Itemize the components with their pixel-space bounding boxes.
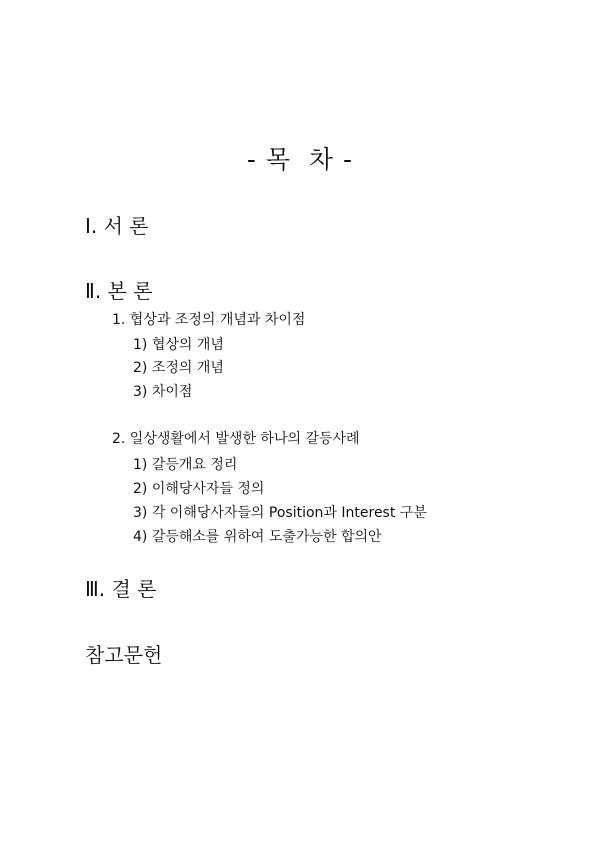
section-1-title: 1. 협상과 조정의 개념과 차이점 <box>112 312 306 328</box>
section-1-item: 3) 차이점 <box>133 384 193 400</box>
heading-conclusion: Ⅲ. 결 론 <box>85 577 157 601</box>
heading-introduction: Ⅰ. 서 론 <box>85 214 149 238</box>
toc-title: - 목 차 - <box>246 145 354 174</box>
section-2-title: 2. 일상생활에서 발생한 하나의 갈등사례 <box>112 431 360 447</box>
heading-main-body: Ⅱ. 본 론 <box>85 279 153 303</box>
heading-references: 참고문헌 <box>85 643 163 667</box>
section-2-item: 1) 갈등개요 정리 <box>133 457 238 473</box>
section-1-item: 1) 협상의 개념 <box>133 337 224 353</box>
section-1-item: 2) 조정의 개념 <box>133 360 224 376</box>
section-2-item: 3) 각 이해당사자들의 Position과 Interest 구분 <box>133 505 427 521</box>
section-2-item: 2) 이해당사자들 정의 <box>133 481 265 497</box>
section-2-item: 4) 갈등해소를 위하여 도출가능한 합의안 <box>133 529 382 545</box>
